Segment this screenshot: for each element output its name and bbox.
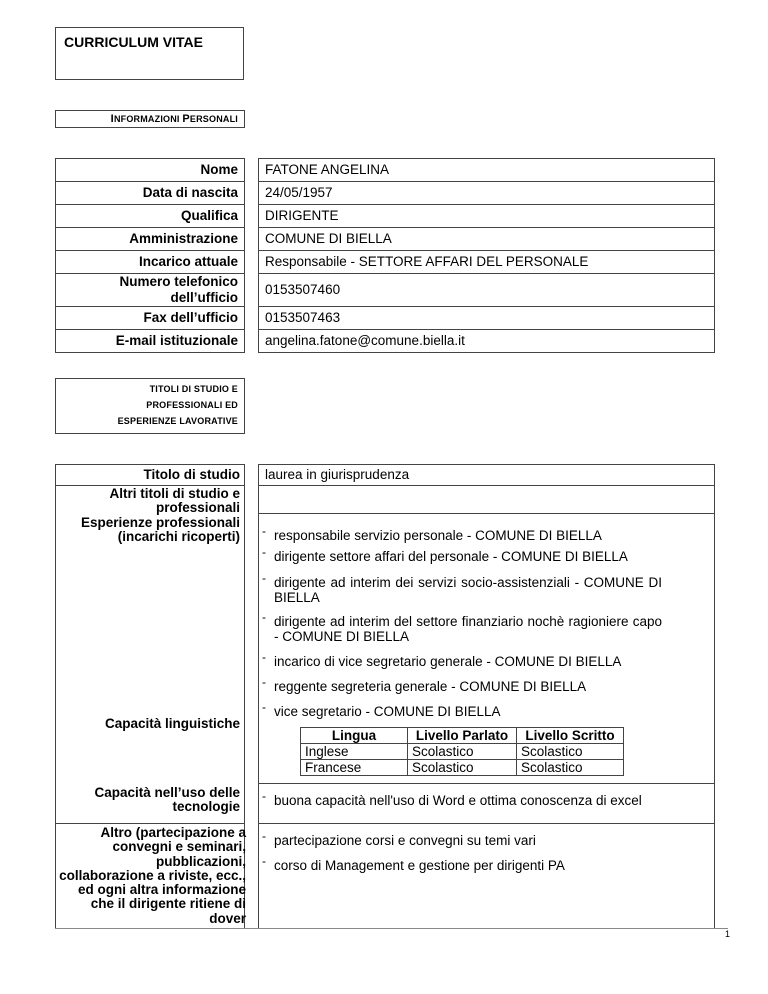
label-email: E-mail istituzionale (55, 329, 245, 353)
cv-title: CURRICULUM VITAE (55, 27, 244, 80)
esperienza-item: - dirigente ad interim dei servizi socio-assistenziali - COMUNE DI BIELLA (262, 571, 662, 605)
row-sep-3-right (258, 783, 715, 784)
dash-icon: - (262, 700, 266, 714)
value-titolo-studio: laurea in giurisprudenza (265, 467, 410, 482)
header-livello-scritto: Livello Scritto (517, 728, 624, 744)
label-data-nascita: Data di nascita (55, 181, 245, 205)
table-row (301, 760, 624, 776)
value-nome: FATONE ANGELINA (258, 158, 715, 182)
section-titoli-studio: TITOLI DI STUDIO E PROFESSIONALI ED ESPERIENZE LAVORATIVE (55, 378, 245, 434)
label-altro: Altro (partecipazione a convegni e seminari, pubblicazioni, collaborazione a riviste, ecc., ed ogni altra informazione che il dirigente ritiene di dover (59, 825, 246, 926)
dash-icon: - (262, 545, 266, 559)
header-lingua: Lingua (301, 728, 408, 744)
dash-icon: - (262, 610, 266, 624)
value-telefono: 0153507460 (258, 273, 715, 307)
label-fax: Fax dell’ufficio (55, 306, 245, 330)
dash-icon: - (262, 571, 266, 585)
label-altri-titoli: Altri titoli di studio e professionali (109, 486, 240, 515)
section-personal-info: INFORMAZIONI PERSONALI (55, 110, 245, 128)
esperienza-item: - reggente segreteria generale - COMUNE DI BIELLA (262, 675, 587, 694)
label-incarico-attuale: Incarico attuale (55, 250, 245, 274)
studies-value-left-border (258, 464, 259, 929)
parlato-cell: Scolastico (408, 760, 517, 776)
lingua-cell: Francese (301, 760, 408, 776)
studies-left-border (55, 464, 56, 929)
label-esperienze: Esperienze professionali (incarichi ricoperti) (80, 515, 240, 544)
scritto-cell: Scolastico (517, 744, 624, 760)
label-qualifica: Qualifica (55, 204, 245, 228)
label-titolo-studio: Titolo di studio (143, 467, 240, 482)
value-data-nascita: 24/05/1957 (258, 181, 715, 205)
label-amministrazione: Amministrazione (55, 227, 245, 251)
label-nome: Nome (55, 158, 245, 182)
footer-rule (55, 928, 728, 929)
languages-table (300, 727, 624, 776)
esperienza-item: - dirigente ad interim del settore finanziario nochè ragioniere capo - COMUNE DI BIELLA (262, 610, 662, 644)
email-link[interactable]: angelina.fatone@comune.biella.it (265, 333, 465, 348)
value-qualifica: DIRIGENTE (258, 204, 715, 228)
label-tecnologie: Capacità nell’uso delle tecnologie (94, 785, 240, 814)
languages-header-row (301, 728, 624, 744)
value-fax: 0153507463 (258, 306, 715, 330)
lingua-cell: Inglese (301, 744, 408, 760)
altro-item: - corso di Management e gestione per dirigenti PA (262, 854, 565, 873)
studies-right-border (714, 464, 715, 929)
row-sep-4-right (258, 823, 715, 824)
esperienza-item: - responsabile servizio personale - COMUNE DI BIELLA (262, 524, 602, 543)
value-amministrazione: COMUNE DI BIELLA (258, 227, 715, 251)
dash-icon: - (262, 650, 266, 664)
row-sep-3-left (55, 823, 245, 824)
parlato-cell: Scolastico (408, 744, 517, 760)
row-sep-2-right (258, 513, 715, 514)
header-livello-parlato: Livello Parlato (408, 728, 517, 744)
table-row (301, 744, 624, 760)
label-capacita-linguistiche: Capacità linguistiche (104, 716, 240, 731)
studies-top-right (258, 464, 715, 465)
page-number: 1 (724, 929, 730, 939)
dash-icon: - (262, 789, 266, 803)
studies-top-left (55, 464, 245, 465)
dash-icon: - (262, 675, 266, 689)
dash-icon: - (262, 854, 266, 868)
altro-item: - partecipazione corsi e convegni su temi vari (262, 829, 536, 848)
esperienza-item: - incarico di vice segretario generale - COMUNE DI BIELLA (262, 650, 622, 669)
value-email (258, 329, 715, 353)
esperienza-item: - dirigente settore affari del personale - COMUNE DI BIELLA (262, 545, 628, 564)
dash-icon: - (262, 524, 266, 538)
esperienza-item: - vice segretario - COMUNE DI BIELLA (262, 700, 501, 719)
row-sep-1-right (258, 485, 715, 486)
value-incarico-attuale: Responsabile - SETTORE AFFARI DEL PERSONALE (258, 250, 715, 274)
label-telefono: Numero telefonico dell’ufficio (55, 273, 245, 307)
tecnologie-item: - buona capacità nell'uso di Word e ottima conoscenza di excel (262, 789, 642, 808)
dash-icon: - (262, 829, 266, 843)
scritto-cell: Scolastico (517, 760, 624, 776)
